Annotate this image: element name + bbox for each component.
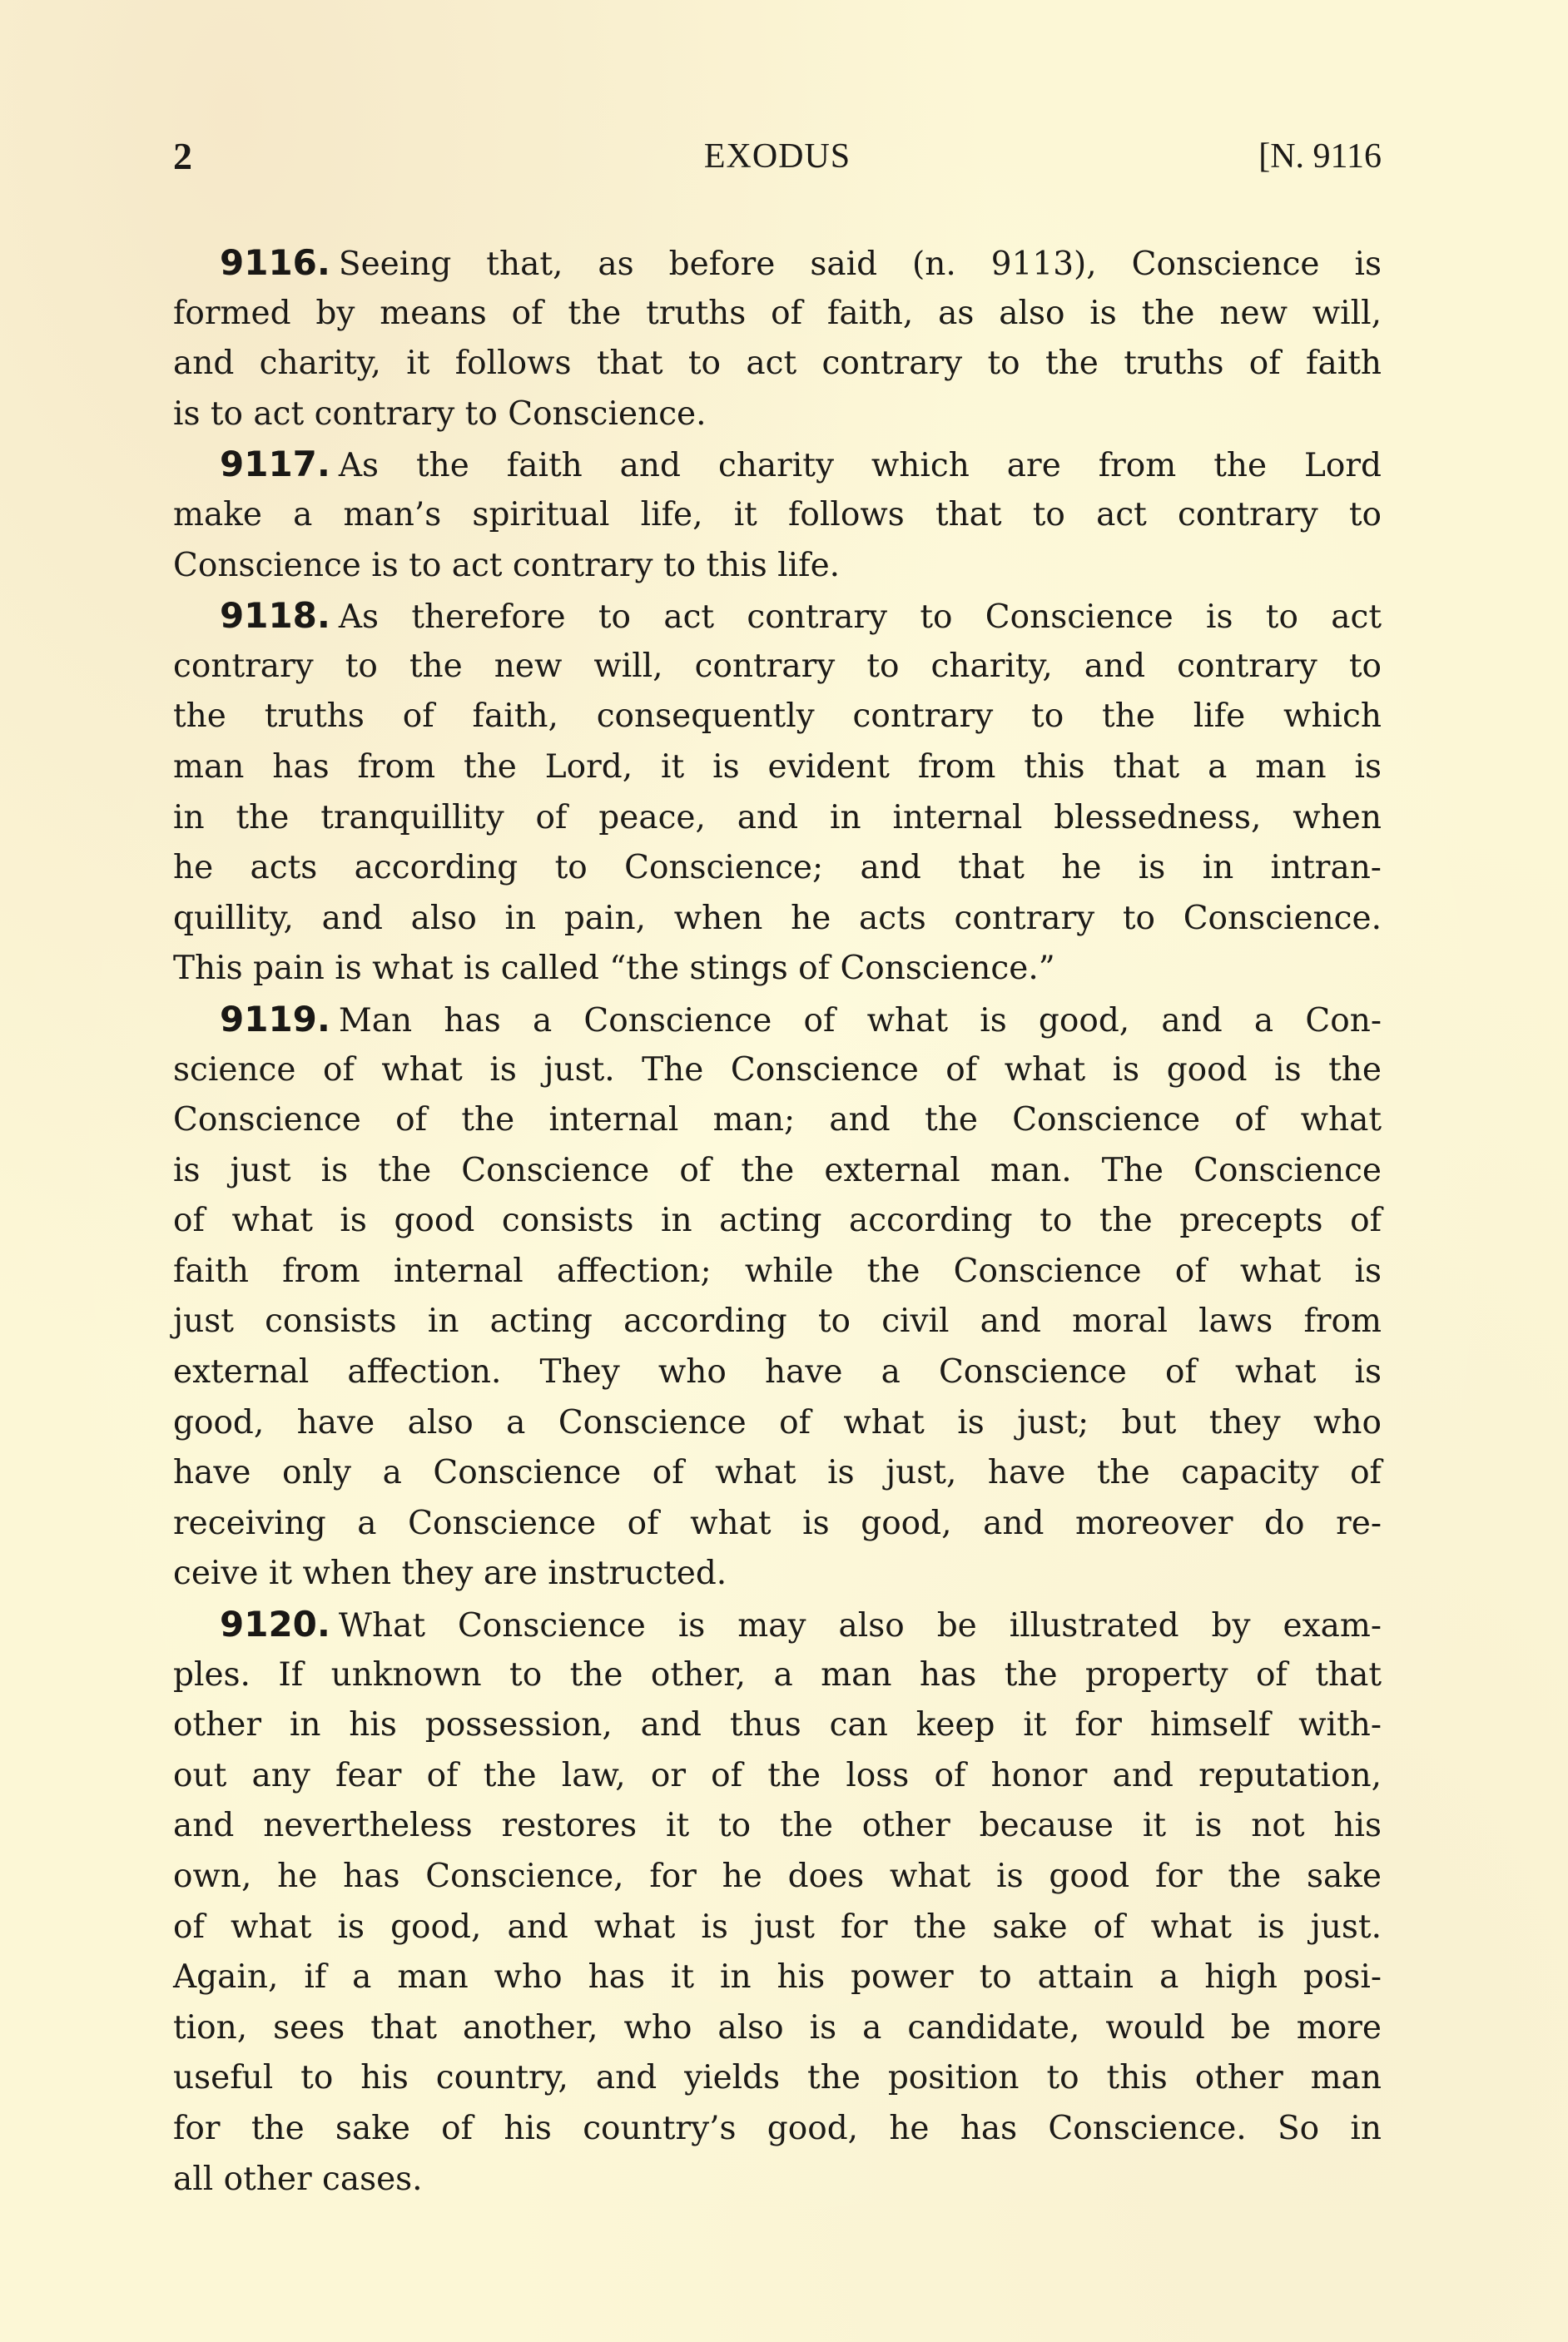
page-body	[173, 238, 1382, 2205]
text-line: and nevertheless restores it to the other because it is not his	[173, 1807, 1382, 1845]
text-line: all other cases.	[173, 2160, 423, 2198]
page-number: 2	[173, 135, 192, 177]
text-line: he acts according to Conscience; and that he is in intran-	[173, 849, 1382, 887]
text-line: Conscience is to act contrary to this life.	[173, 546, 841, 584]
text-line: receiving a Conscience of what is good, and moreover do re-	[173, 1504, 1382, 1542]
running-head	[173, 131, 1382, 181]
line-text: What Conscience is may also be illustrated by exam-	[338, 1607, 1382, 1645]
text-line	[173, 591, 1382, 642]
text-line: science of what is just. The Conscience of what is good is the	[173, 1050, 1382, 1089]
text-line: other in his possession, and thus can keep it for himself with-	[173, 1706, 1382, 1744]
paragraph-9118	[173, 591, 1382, 995]
text-line: just consists in acting according to civil and moral laws from	[173, 1302, 1382, 1341]
book-title: EXODUS	[703, 137, 851, 176]
text-line: out any fear of the law, or of the loss of honor and reputation,	[173, 1756, 1382, 1794]
text-line: of what is good, and what is just for the sake of what is just.	[173, 1908, 1382, 1946]
text-line: Conscience of the internal man; and the Conscience of what	[173, 1101, 1382, 1139]
text-line: Again, if a man who has it in his power to attain a high posi-	[173, 1958, 1382, 1997]
text-line: and charity, it follows that to act contrary to the truths of faith	[173, 345, 1382, 383]
text-line: quillity, and also in pain, when he acts contrary to Conscience.	[173, 899, 1382, 937]
text-line	[173, 439, 1382, 490]
text-line: good, have also a Conscience of what is just; but they who	[173, 1403, 1382, 1441]
text-line	[173, 1600, 1382, 1650]
line-text: As therefore to act contrary to Conscience is to act	[338, 598, 1382, 637]
paragraph-9117	[173, 439, 1382, 591]
paragraph-number: 9119.	[220, 998, 330, 1040]
text-line: This pain is what is called “the stings of Conscience.”	[173, 950, 1055, 988]
text-line: have only a Conscience of what is just, have the capacity of	[173, 1454, 1382, 1492]
text-line: own, he has Conscience, for he does what is good for the sake	[173, 1858, 1382, 1895]
line-text: Seeing that, as before said (n. 9113), Conscience is	[338, 246, 1382, 283]
text-line: useful to his country, and yields the position to this other man	[173, 2059, 1382, 2097]
paragraph-number: 9118.	[220, 595, 330, 637]
text-line	[173, 995, 1382, 1045]
line-text: As the faith and charity which are from the Lord	[338, 447, 1382, 485]
line-text: Man has a Conscience of what is good, and a Con-	[338, 1001, 1382, 1040]
text-line: contrary to the new will, contrary to charity, and contrary to	[173, 647, 1382, 685]
paragraph-number: 9117.	[220, 444, 330, 485]
text-line: is just is the Conscience of the external man. The Conscience	[173, 1151, 1382, 1189]
paragraph-9119	[173, 995, 1382, 1600]
text-line: for the sake of his country’s good, he has Conscience. So in	[173, 2109, 1382, 2147]
text-line: in the tranquillity of peace, and in internal blessedness, when	[173, 798, 1382, 836]
text-line: tion, sees that another, who also is a candidate, would be more	[173, 2008, 1382, 2047]
paragraph-9120	[173, 1600, 1382, 2205]
text-line: ceive it when they are instructed.	[173, 1555, 727, 1593]
text-line: faith from internal affection; while the Conscience of what is	[173, 1252, 1382, 1290]
text-line: the truths of faith, consequently contrary to the life which	[173, 697, 1382, 736]
text-line: man has from the Lord, it is evident from this that a man is	[173, 747, 1382, 786]
text-line: formed by means of the truths of faith, as also is the new will,	[173, 294, 1382, 332]
paragraph-9116	[173, 238, 1382, 439]
text-line: make a man’s spiritual life, it follows that to act contrary to	[173, 495, 1382, 533]
section-reference: [N. 9116	[1258, 137, 1382, 176]
paragraph-number: 9116.	[220, 242, 330, 283]
text-line: is to act contrary to Conscience.	[173, 394, 707, 433]
text-line: of what is good consists in acting according to the precepts of	[173, 1202, 1382, 1240]
paragraph-number: 9120.	[220, 1604, 330, 1645]
text-line: external affection. They who have a Conscience of what is	[173, 1353, 1382, 1392]
text-line: ples. If unknown to the other, a man has the property of that	[173, 1655, 1382, 1694]
text-line	[173, 238, 1382, 289]
